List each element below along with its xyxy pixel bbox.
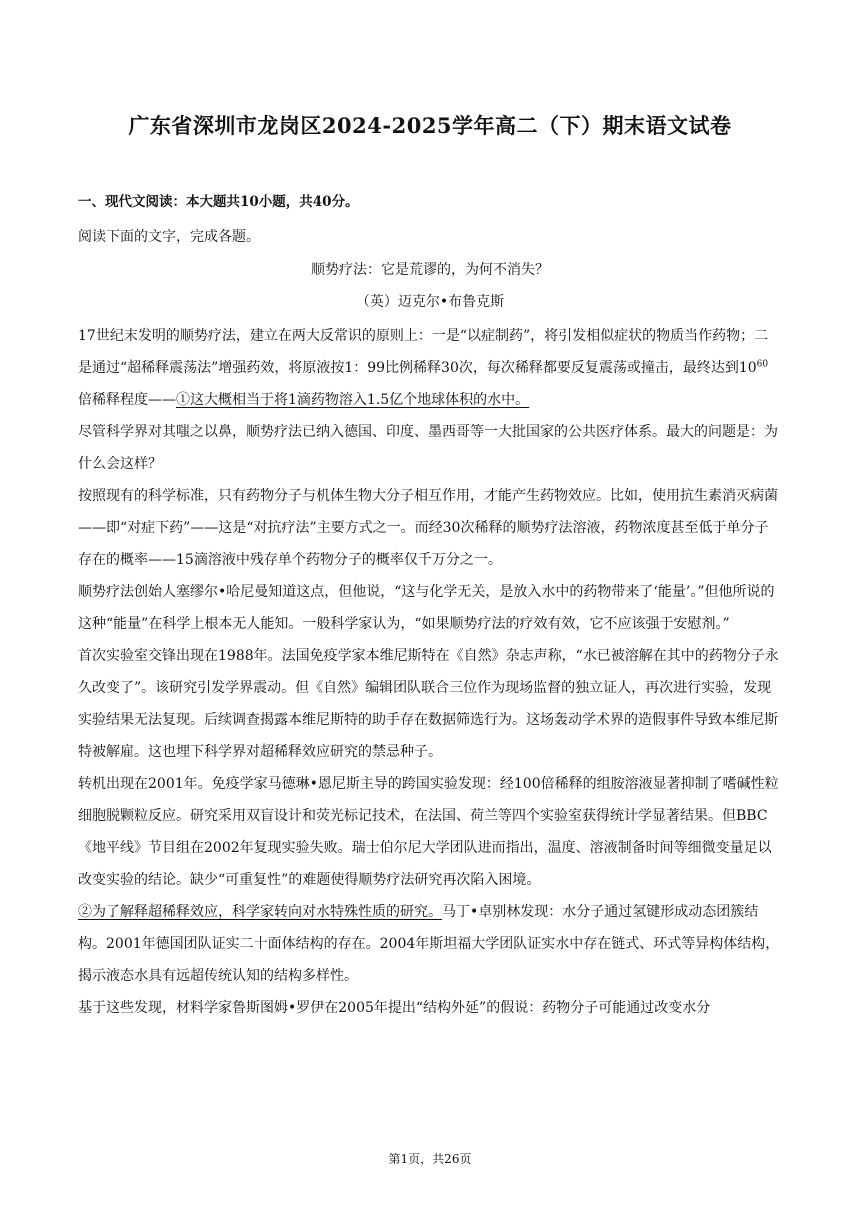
- paragraph: 转机出现在2001年。免疫学家马德琳•恩尼斯主导的跨国实验发现：经100倍稀释的组胺溶液显著抑制了嗜碱性粒细胞脱颗粒反应。研究采用双盲设计和荧光标记技术，在法国、荷兰等四个实验室获得统计学显著结果。但BBC《地平线》节目组在2002年复现实验失败。瑞士伯尔尼大学团队进而指出，温度、溶液制备时间等细微变量足以改变实验的结论。缺少“可重复性”的难题使得顺势疗法研究再次陷入困境。: [78, 776, 779, 888]
- paragraph: 顺势疗法创始人塞缪尔•哈尼曼知道这点，但他说，“这与化学无关，是放入水中的药物带来了‘能量’。”但他所说的这种“能量”在科学上根本无人能知。一般科学家认为，“如果顺势疗法的疗效有效，它不应该强于安慰剂。”: [78, 584, 775, 632]
- article-body: [78, 320, 782, 1024]
- paragraph: 首次实验室交锋出现在1988年。法国免疫学家本维尼斯特在《自然》杂志声称，“水已被溶解在其中的药物分子永久改变了”。该研究引发学界震动。但《自然》编辑团队联合三位作为现场监督的独立证人，再次进行实验，发现实验结果无法复现。后续调查揭露本维尼斯特的助手存在数据筛选行为。这场轰动学术界的造假事件导致本维尼斯特被解雇。这也埋下科学界对超稀释效应研究的禁忌种子。: [78, 648, 779, 760]
- paragraph: 尽管科学界对其嗤之以鼻，顺势疗法已纳入德国、印度、墨西哥等一大批国家的公共医疗体系。最大的问题是：为什么会这样？: [78, 424, 778, 472]
- superscript-exponent: 60: [756, 359, 769, 370]
- paragraph: 17世纪末发明的顺势疗法，建立在两大反常识的原则上：一是“以症制药”，将引发相似症状的物质当作药物；二是通过“超稀释震荡法”增强药效，将原液按1：99比例稀释30次，每次稀释都要反复震荡或撞击，最终达到$10^{60}$倍稀释程度——①这大概相当于将1滴药物溶入1.5亿个地球体积的水中。: [78, 328, 769, 408]
- article-author: （英）迈克尔•布鲁克斯: [355, 294, 505, 310]
- exam-title: 广东省深圳市龙岗区2024-2025学年高二（下）期末语文试卷: [128, 113, 732, 138]
- paragraph: 按照现有的科学标准，只有药物分子与机体生物大分子相互作用，才能产生药物效应。比如，使用抗生素消灭病菌——即“对症下药”——这是“对抗疗法”主要方式之一。而经30次稀释的顺势疗法溶液，药物浓度甚至低于单分子存在的概率——15滴溶液中残存单个药物分子的概率仅千万分之一。: [78, 488, 778, 568]
- underlined-sentence-1: ①这大概相当于将1滴药物溶入1.5亿个地球体积的水中。: [176, 392, 530, 408]
- page-footer: 第1页，共26页: [388, 1152, 472, 1166]
- paragraph: 基于这些发现，材料学家鲁斯图姆•罗伊在2005年提出“结构外延”的假说：药物分子可能通过改变水分: [78, 1000, 711, 1016]
- reading-instruction: 阅读下面的文字，完成各题。: [78, 229, 260, 245]
- paragraph: ②为了解释超稀释效应，科学家转向对水特殊性质的研究。马丁•卓别林发现：水分子通过氢键形成动态团簇结构。2001年德国团队证实二十面体结构的存在。2004年斯坦福大学团队证实水中存在链式、环式等异构体结构，揭示液态水具有远超传统认知的结构多样性。: [78, 904, 780, 984]
- article-title: 顺势疗法：它是荒谬的，为何不消失？: [311, 262, 549, 278]
- underlined-sentence-2: ②为了解释超稀释效应，科学家转向对水特殊性质的研究。: [78, 904, 442, 920]
- section-heading: 一、现代文阅读：本大题共10小题，共40分。: [78, 194, 359, 210]
